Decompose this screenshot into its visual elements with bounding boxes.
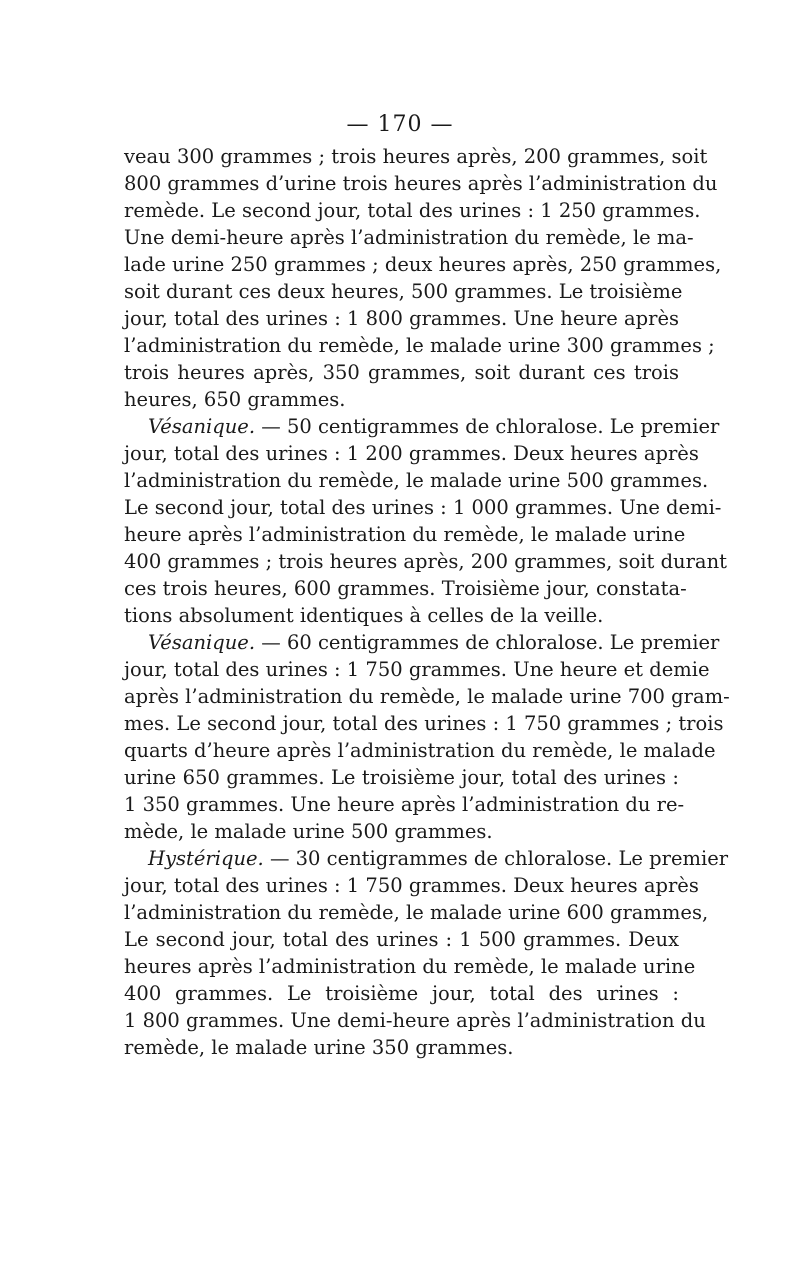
text-line: jour, total des urines : 1 200 grammes. Deux heures après	[124, 442, 699, 465]
paragraph-vesanique-1	[124, 413, 727, 629]
text-line: mède, le malade urine 500 grammes.	[124, 820, 493, 843]
text-line: après l’administration du remède, le malade urine 700 gram-	[124, 685, 730, 708]
text-line: remède, le malade urine 350 grammes.	[124, 1036, 514, 1059]
body-text	[124, 143, 730, 1061]
text-line: jour, total des urines : 1 750 grammes. Deux heures après	[124, 874, 699, 897]
text-line: 400 grammes ; trois heures après, 200 grammes, soit durant	[124, 550, 727, 573]
text-line: soit durant ces deux heures, 500 grammes. Le troisième	[124, 280, 683, 303]
text-line	[124, 413, 720, 440]
text-fragment: — 50 centigrammes de chloralose. Le premier	[255, 415, 720, 438]
paragraph	[124, 143, 722, 413]
text-line: ces trois heures, 600 grammes. Troisième jour, constata-	[124, 577, 687, 600]
text-line: quarts d’heure après l’administration du remède, le malade	[124, 739, 716, 762]
text-line: 1 800 grammes. Une demi-heure après l’administration du	[124, 1009, 706, 1032]
text-line: trois heures après, 350 grammes, soit durant ces trois	[124, 361, 679, 384]
text-line: Le second jour, total des urines : 1 500 grammes. Deux	[124, 928, 679, 951]
text-line: heures, 650 grammes.	[124, 388, 346, 411]
text-line: mes. Le second jour, total des urines : 1 750 grammes ; trois	[124, 712, 724, 735]
text-line: l’administration du remède, le malade urine 300 grammes ;	[124, 334, 715, 357]
paragraph-vesanique-2	[124, 629, 730, 845]
text-line: urine 650 grammes. Le troisième jour, total des urines :	[124, 766, 679, 789]
text-line: jour, total des urines : 1 800 grammes. Une heure après	[124, 307, 679, 330]
text-line: Une demi-heure après l’administration du remède, le ma-	[124, 226, 694, 249]
text-line: jour, total des urines : 1 750 grammes. Une heure et demie	[124, 658, 710, 681]
text-line: 800 grammes d’urine trois heures après l’administration du	[124, 172, 718, 195]
text-line: heures après l’administration du remède, le malade urine	[124, 955, 696, 978]
text-line	[124, 629, 720, 656]
text-line: l’administration du remède, le malade urine 500 grammes.	[124, 469, 709, 492]
case-label: Hystérique.	[148, 847, 264, 870]
text-line: 1 350 grammes. Une heure après l’administration du re-	[124, 793, 685, 816]
text-line: heure après l’administration du remède, le malade urine	[124, 523, 686, 546]
text-fragment: — 30 centigrammes de chloralose. Le premier	[263, 847, 729, 870]
paragraph-hysterique	[124, 845, 729, 1061]
case-label: Vésanique.	[148, 631, 256, 654]
text-line: remède. Le second jour, total des urines : 1 250 grammes.	[124, 199, 701, 222]
text-line: Le second jour, total des urines : 1 000 grammes. Une demi-	[124, 496, 722, 519]
text-line	[124, 845, 729, 872]
case-label: Vésanique.	[148, 415, 256, 438]
text-line: tions absolument identiques à celles de la veille.	[124, 604, 604, 627]
page-number: — 170 —	[346, 112, 454, 137]
text-line: lade urine 250 grammes ; deux heures après, 250 grammes,	[124, 253, 722, 276]
text-fragment: — 60 centigrammes de chloralose. Le premier	[255, 631, 720, 654]
text-line: 400 grammes. Le troisième jour, total des urines :	[124, 982, 679, 1005]
text-line: veau 300 grammes ; trois heures après, 200 grammes, soit	[124, 145, 708, 168]
text-line: l’administration du remède, le malade urine 600 grammes,	[124, 901, 709, 924]
